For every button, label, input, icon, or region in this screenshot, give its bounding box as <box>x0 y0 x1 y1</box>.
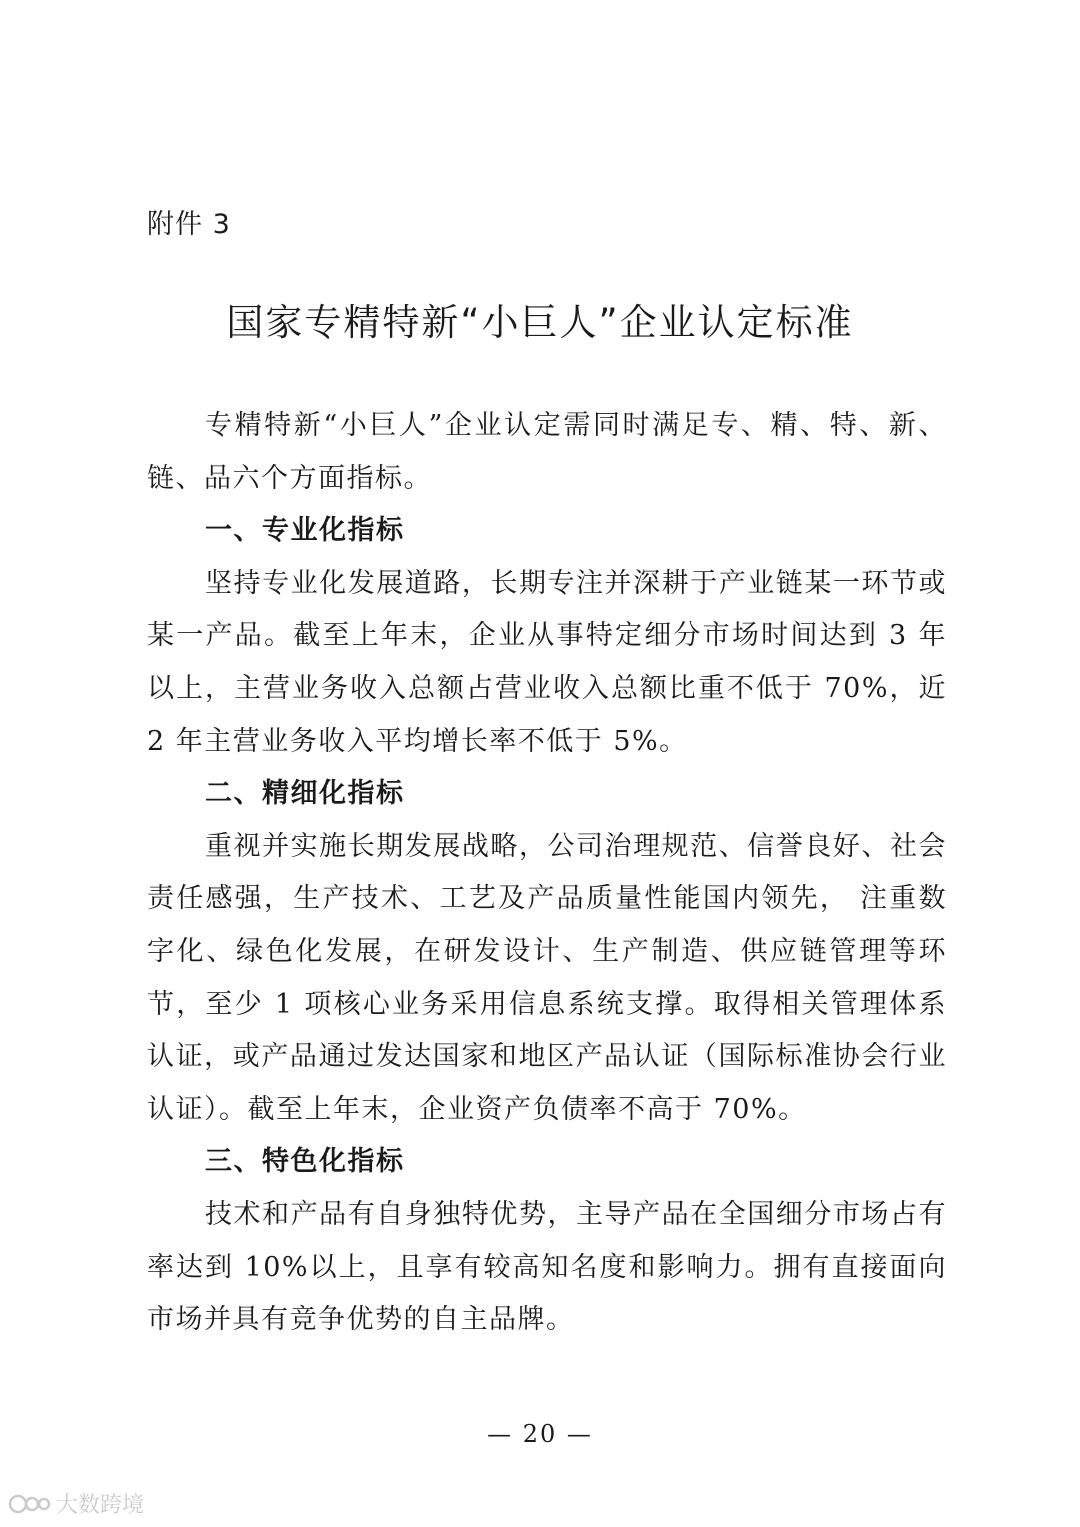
section-heading-characteristic: 三、特色化指标 <box>205 1146 405 1178</box>
section-heading-refinement: 二、精细化指标 <box>205 778 405 810</box>
attachment-label: 附件 3 <box>147 209 231 240</box>
section-text-characteristic: 技术和产品有自身独特优势，主导产品在全国细分市场占有率达到 10%以上，且享有较高知名度和影响力。拥有直接面向市场并具有竞争优势的自主品牌。 <box>147 1198 947 1336</box>
section-text-refinement: 重视并实施长期发展战略，公司治理规范、信誉良好、社会责任感强，生产技术、工艺及产品质量性能国内领先， 注重数字化、绿色化发展，在研发设计、生产制造、供应链管理等环节，至少 1 项核心业务采用信息系统支撑。取得相关管理体系认证，或产品通过发达国家和地区产品认证（国际标准协会行业认证）。截至上年末，企业资产负债率不高于 70%。 <box>147 830 947 1125</box>
page-number: — 20 — <box>487 1420 593 1448</box>
brand-logo-icon <box>8 1490 52 1518</box>
intro-paragraph: 专精特新“小巨人”企业认定需同时满足专、精、特、新、链、品六个方面指标。 <box>147 410 947 494</box>
section-heading-specialization: 一、专业化指标 <box>205 515 405 547</box>
section-text-specialization: 坚持专业化发展道路，长期专注并深耕于产业链某一环节或某一产品。截至上年末，企业从事特定细分市场时间达到 3 年以上，主营业务收入总额占营业收入总额比重不低于 70%，近 2 年主营业务收入平均增长率不低于 5%。 <box>147 567 947 757</box>
watermark-text: 大数跨境 <box>56 1493 145 1518</box>
document-body <box>147 400 947 1347</box>
watermark <box>8 1488 144 1519</box>
document-title: 国家专精特新“小巨人”企业认定标准 <box>226 301 854 344</box>
